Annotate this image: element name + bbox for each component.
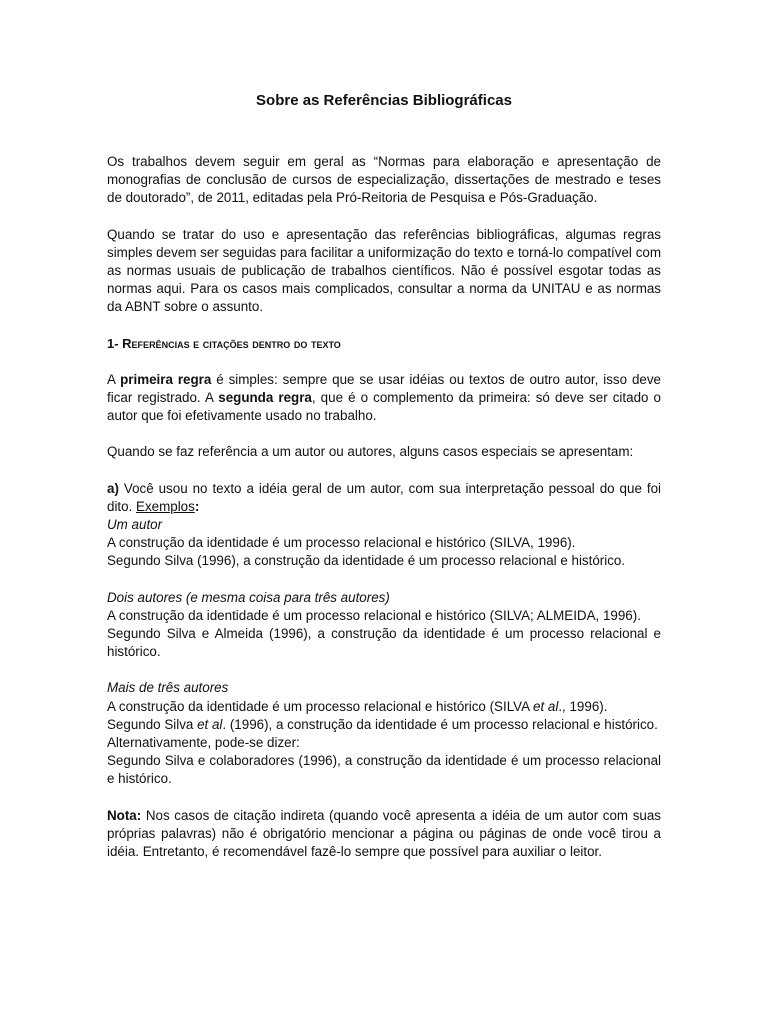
one-author-heading: Um autor (107, 517, 163, 533)
rules-text: é simples: sempre que se usar idéias ou textos de outro autor, isso deve ficar registrado. A (107, 371, 662, 406)
more-authors-example-1 (107, 698, 661, 716)
second-rule-label: segunda regra (218, 390, 312, 406)
spacer (107, 353, 661, 371)
more-authors-heading: Mais de três autores (107, 680, 229, 696)
et-al: et al (197, 716, 223, 732)
one-author-example-1: A construção da identidade é um processo relacional e histórico (SILVA, 1996). (107, 535, 576, 551)
alternatively-label: Alternativamente, pode-se dizer: (107, 735, 300, 751)
section-heading: 1- Referências e citações dentro do texto (107, 335, 341, 351)
spacer (107, 571, 661, 589)
note-label: Nota: (107, 807, 142, 823)
note-text: Nos casos de citação indireta (quando você apresenta a idéia de um autor com suas próprias palavras) não é obrigatório mencionar a página ou páginas de onde você tirou a idéia. Entretanto, é recomendável fazê-lo sempre que possível para auxiliar o leitor. (107, 807, 661, 860)
cases-intro: Quando se faz referência a um autor ou autores, alguns casos especiais se apresentam: (107, 444, 634, 460)
more-authors-example-3: Segundo Silva e colaboradores (1996), a construção da identidade é um processo relacional e histórico. (107, 753, 661, 787)
rules-paragraph (107, 371, 661, 426)
example-text: Segundo Silva (107, 716, 198, 732)
examples-colon: : (194, 498, 200, 514)
case-a-label: a) (107, 480, 119, 496)
one-author-example-2: Segundo Silva (1996), a construção da identidade é um processo relacional e histórico. (107, 553, 626, 569)
spacer (107, 317, 661, 335)
more-authors-example-2 (107, 716, 661, 734)
two-authors-heading: Dois autores (e mesma coisa para três autores) (107, 589, 390, 605)
rules-text: , que é o complemento da primeira: só deve ser citado o autor que foi efetivamente usado no trabalho. (107, 390, 661, 424)
example-text: ., 1996). (558, 698, 608, 714)
examples-label: Exemplos (136, 498, 195, 514)
document-title: Sobre as Referências Bibliográficas (256, 92, 512, 109)
spacer (107, 425, 661, 443)
example-text: . (1996), a construção da identidade é um processo relacional e histórico. (222, 716, 658, 732)
spacer (107, 462, 661, 480)
example-text: A construção da identidade é um processo relacional e histórico (SILVA (107, 698, 534, 714)
rules-text: A (107, 371, 121, 387)
spacer (107, 789, 661, 807)
et-al: et al (533, 698, 559, 714)
spacer (107, 208, 661, 226)
intro-paragraph-2: Quando se tratar do uso e apresentação das referências bibliográficas, algumas regras simples devem ser seguidas para facilitar a uniformização do texto e torná-lo compatível com as normas usuais de publicação de trabalhos científicos. Não é possível esgotar todas as normas aqui. Para os casos mais complicados, consultar a norma da UNITAU e as normas da ABNT sobre o assunto. (107, 226, 661, 315)
first-rule-label: primeira regra (120, 371, 212, 387)
note-paragraph (107, 807, 661, 862)
two-authors-example-2: Segundo Silva e Almeida (1996), a construção da identidade é um processo relacional e histórico. (107, 626, 661, 660)
spacer (107, 661, 661, 679)
intro-paragraph-1: Os trabalhos devem seguir em geral as “Normas para elaboração e apresentação de monografias de conclusão de cursos de especialização, dissertações de mestrado e teses de doutorado”, de 2011, editadas pela Pró-Reitoria de Pesquisa e Pós-Graduação. (107, 154, 661, 206)
case-a-paragraph (107, 480, 661, 516)
case-a-text: Você usou no texto a idéia geral de um autor, com sua interpretação pessoal do que foi dito. (107, 480, 661, 514)
two-authors-example-1: A construção da identidade é um processo relacional e histórico (SILVA; ALMEIDA, 1996). (107, 607, 641, 623)
